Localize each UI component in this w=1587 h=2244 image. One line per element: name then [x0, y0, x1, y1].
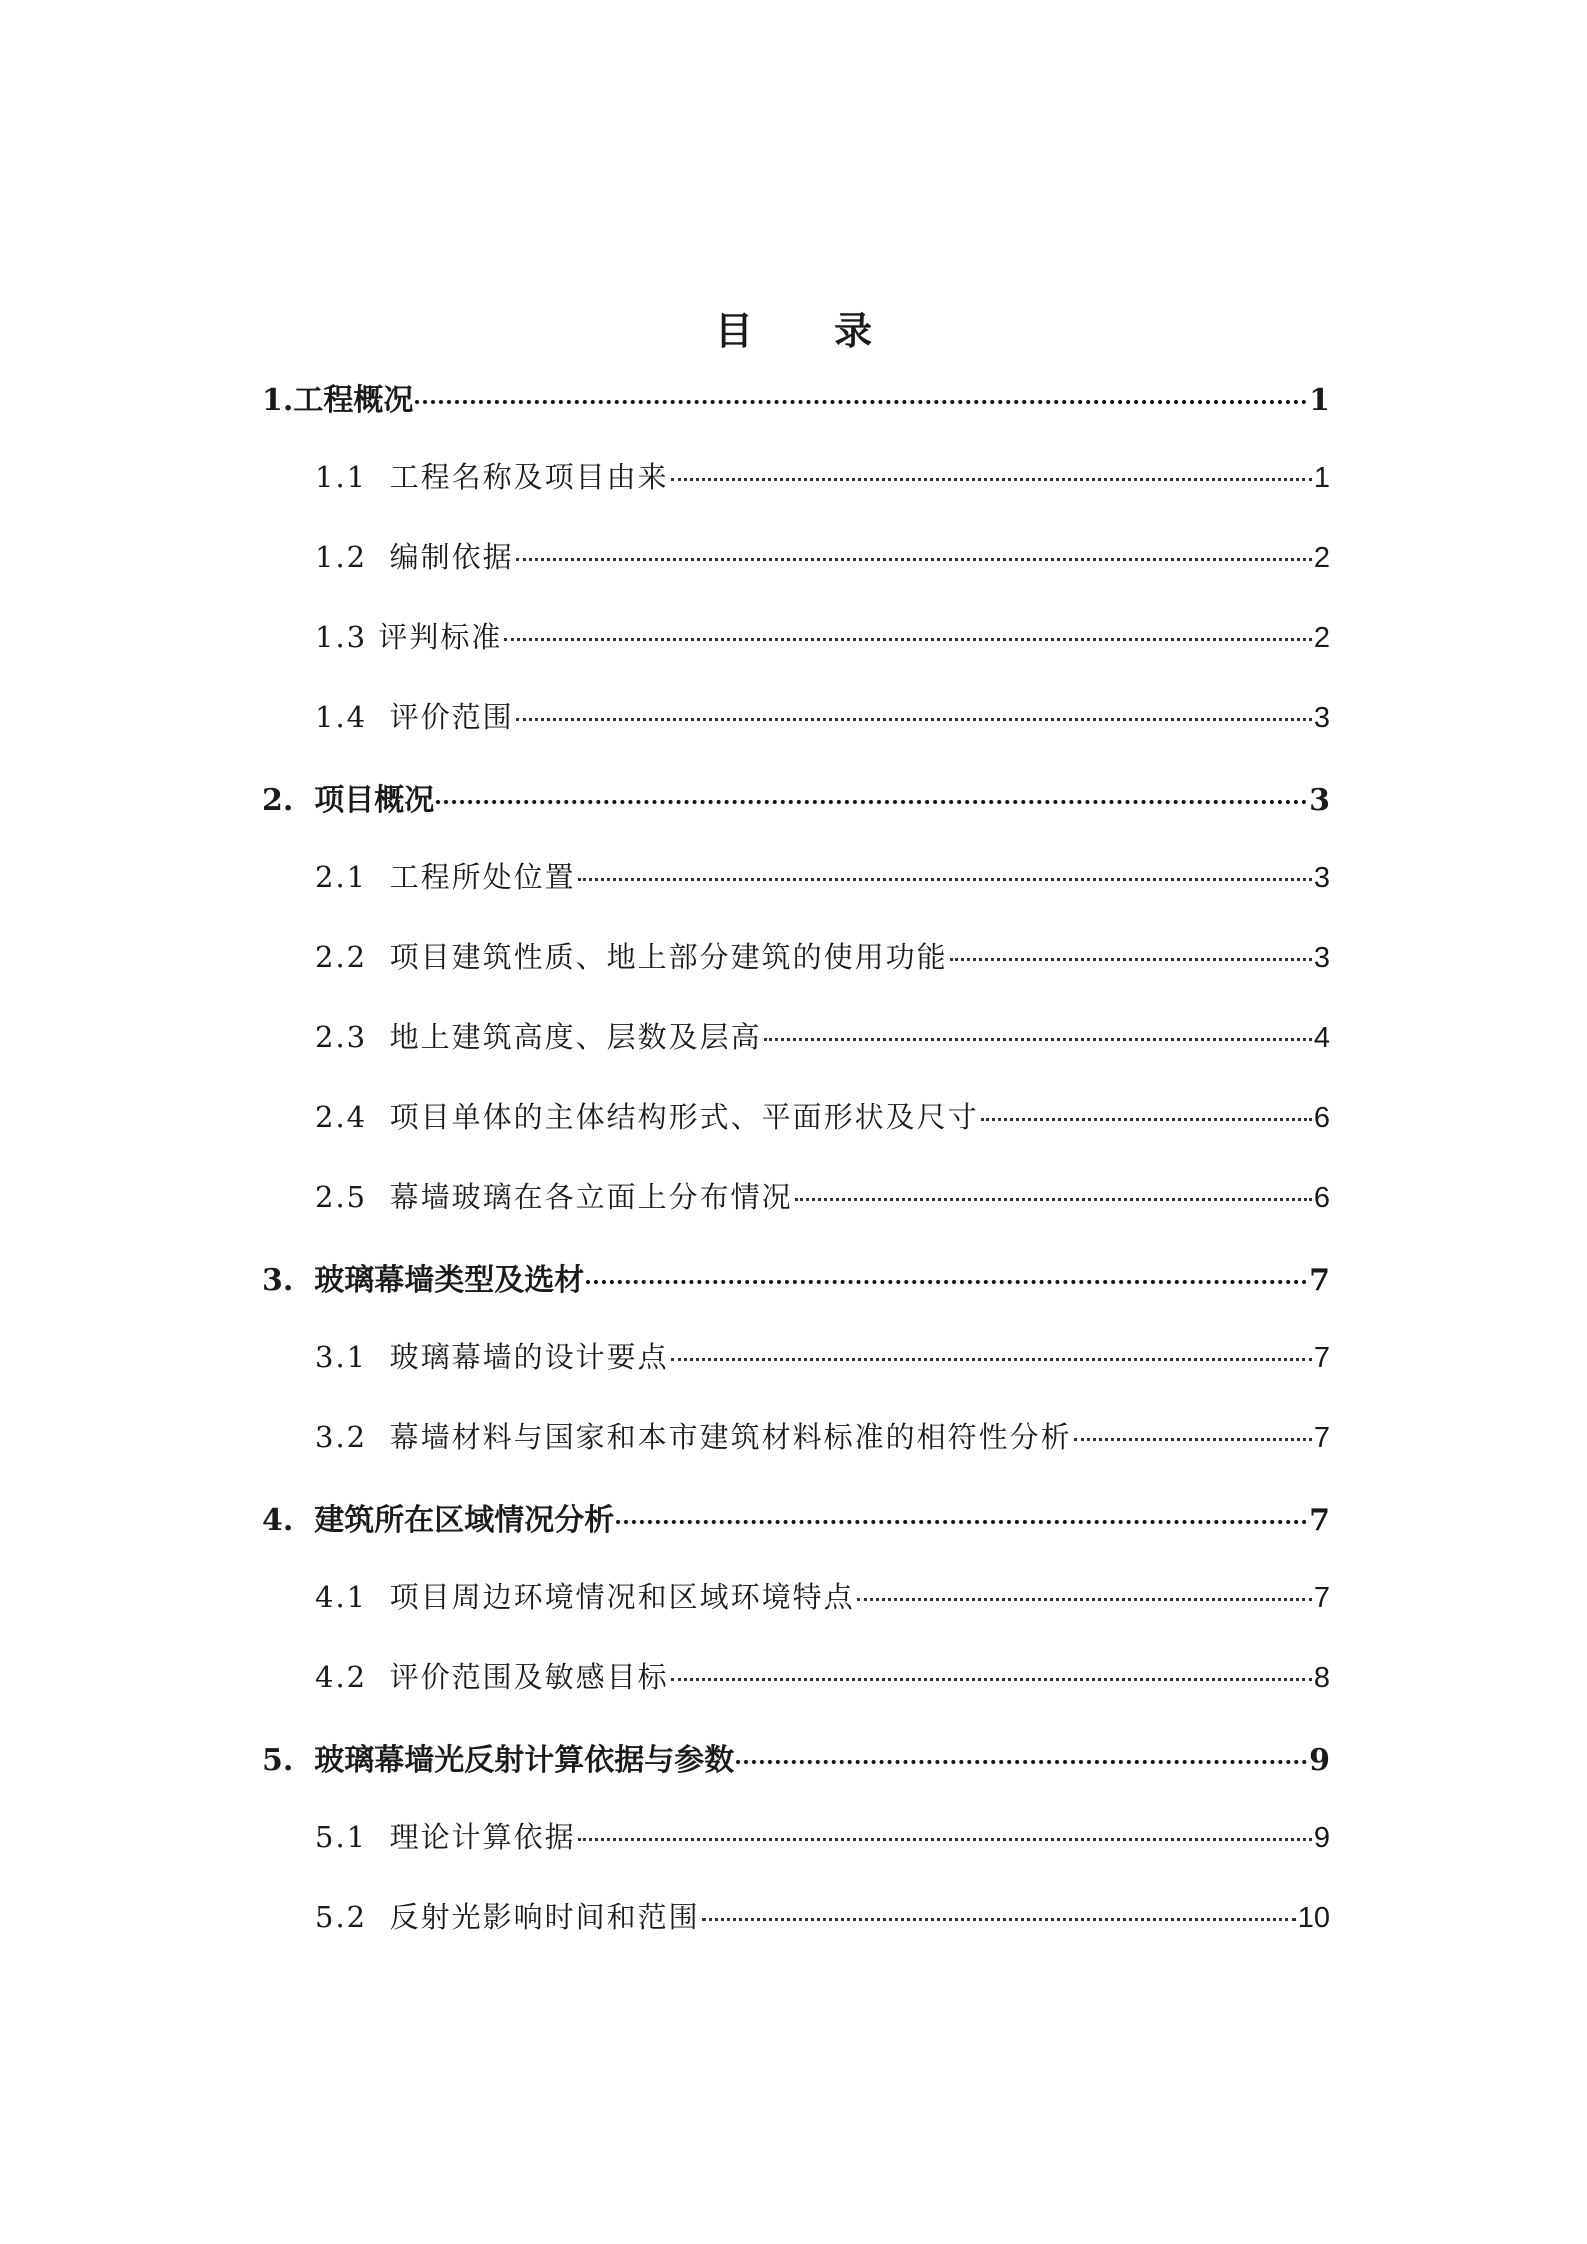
toc-entry-number: 4.1: [315, 1580, 390, 1614]
toc-subsection-entry[interactable]: [315, 935, 1330, 995]
toc-subsection-entry[interactable]: [315, 855, 1330, 915]
toc-entry-title: 项目周边环境情况和区域环境特点: [389, 1580, 855, 1614]
toc-subsection-entry[interactable]: [315, 1655, 1330, 1715]
toc-dot-leader: [436, 800, 1307, 804]
toc-entry-page-number: 1: [1309, 383, 1330, 418]
toc-subsection-entry[interactable]: [315, 1895, 1330, 1955]
toc-entry-number: 4.: [262, 1503, 315, 1538]
toc-dot-leader: [857, 1598, 1312, 1601]
toc-entry-title: 幕墙玻璃在各立面上分布情况: [389, 1180, 793, 1214]
toc-entry-number: 3.: [262, 1263, 315, 1298]
toc-dot-leader: [516, 558, 1312, 561]
toc-entry-title: 评价范围: [389, 700, 514, 734]
toc-subsection-entry[interactable]: [315, 1015, 1330, 1075]
toc-section-entry[interactable]: [262, 1255, 1330, 1315]
toc-entry-number: 2.: [262, 783, 315, 818]
toc-entry-title: 理论计算依据: [389, 1820, 576, 1854]
toc-entry-page-number: 3: [1313, 702, 1330, 734]
toc-entry-number: 5.1: [315, 1820, 390, 1854]
toc-section-entry[interactable]: [262, 1495, 1330, 1555]
toc-entry-page-number: 2: [1313, 542, 1330, 574]
toc-entry-number: 2.3: [315, 1020, 390, 1054]
toc-entry-number: 2.2: [315, 940, 390, 974]
toc-entry-page-number: 8: [1313, 1662, 1330, 1694]
toc-subsection-entry[interactable]: [315, 535, 1330, 595]
toc-dot-leader: [586, 1280, 1307, 1284]
toc-entry-page-number: 10: [1297, 1902, 1330, 1934]
toc-dot-leader: [671, 478, 1312, 481]
toc-title: 目 录: [714, 308, 907, 353]
toc-dot-leader: [795, 1198, 1312, 1201]
toc-dot-leader: [1074, 1438, 1312, 1441]
toc-entry-number: 4.2: [315, 1660, 390, 1694]
toc-dot-leader: [702, 1918, 1296, 1921]
toc-entry-number: 1.1: [315, 460, 390, 494]
toc-dot-leader: [981, 1118, 1312, 1121]
toc-entry-page-number: 3: [1309, 783, 1330, 818]
toc-dot-leader: [415, 400, 1307, 404]
toc-dot-leader: [504, 638, 1312, 641]
toc-subsection-entry[interactable]: [315, 1575, 1330, 1635]
toc-entry-title: 工程所处位置: [389, 860, 576, 894]
toc-entry-number: 5.2: [315, 1900, 390, 1934]
toc-entry-title: 玻璃幕墙的设计要点: [389, 1340, 669, 1374]
toc-entry-number: 3.2: [315, 1420, 390, 1454]
toc-entry-page-number: 3: [1313, 862, 1330, 894]
toc-subsection-entry[interactable]: [315, 455, 1330, 515]
toc-subsection-entry[interactable]: [315, 1815, 1330, 1875]
toc-entry-title: 工程概况: [293, 383, 414, 418]
toc-entry-title: 玻璃幕墙类型及选材: [314, 1263, 585, 1298]
toc-entry-page-number: 6: [1313, 1182, 1330, 1214]
toc-entry-page-number: 7: [1309, 1263, 1330, 1298]
toc-entry-page-number: 7: [1309, 1503, 1330, 1538]
toc-entry-page-number: 1: [1313, 462, 1330, 494]
toc-subsection-entry[interactable]: [315, 1335, 1330, 1395]
toc-entry-page-number: 7: [1313, 1342, 1330, 1374]
toc-entry-title: 建筑所在区域情况分析: [314, 1503, 615, 1538]
toc-entry-title: 项目概况: [314, 783, 435, 818]
toc-entry-title: 反射光影响时间和范围: [389, 1900, 700, 1934]
toc-entry-page-number: 7: [1313, 1422, 1330, 1454]
toc-entry-page-number: 3: [1313, 942, 1330, 974]
toc-section-entry[interactable]: [262, 775, 1330, 835]
toc-subsection-entry[interactable]: [315, 615, 1330, 675]
toc-entry-number: 5.: [262, 1743, 315, 1778]
toc-entry-number: 1.4: [315, 700, 390, 734]
toc-dot-leader: [578, 1838, 1312, 1841]
toc-dot-leader: [671, 1678, 1312, 1681]
toc-entry-page-number: 7: [1313, 1582, 1330, 1614]
toc-entry-title: 玻璃幕墙光反射计算依据与参数: [314, 1743, 735, 1778]
toc-entry-title: 项目单体的主体结构形式、平面形状及尺寸: [389, 1100, 979, 1134]
toc-entry-title: 幕墙材料与国家和本市建筑材料标准的相符性分析: [389, 1420, 1072, 1454]
toc-dot-leader: [578, 878, 1312, 881]
toc-entry-number: 3.1: [315, 1340, 390, 1374]
toc-subsection-entry[interactable]: [315, 695, 1330, 755]
toc-entry-number: 2.5: [315, 1180, 390, 1214]
toc-entry-page-number: 9: [1309, 1743, 1330, 1778]
toc-section-entry[interactable]: [262, 1735, 1330, 1795]
toc-entry-number: 2.1: [315, 860, 390, 894]
toc-section-entry[interactable]: [262, 375, 1330, 435]
toc-dot-leader: [764, 1038, 1312, 1041]
toc-entry-number: 1.2: [315, 540, 390, 574]
toc-entry-page-number: 2: [1313, 622, 1330, 654]
toc-entry-number: 1.: [262, 383, 294, 418]
toc-subsection-entry[interactable]: [315, 1095, 1330, 1155]
toc-entry-page-number: 4: [1313, 1022, 1330, 1054]
toc-entry-title: 评判标准: [378, 620, 503, 654]
toc-entry-title: 工程名称及项目由来: [389, 460, 669, 494]
toc-dot-leader: [671, 1358, 1312, 1361]
toc-dot-leader: [736, 1760, 1307, 1764]
toc-entry-title: 编制依据: [389, 540, 514, 574]
toc-dot-leader: [616, 1520, 1307, 1524]
toc-entry-title: 评价范围及敏感目标: [389, 1660, 669, 1694]
toc-dot-leader: [516, 718, 1312, 721]
toc-subsection-entry[interactable]: [315, 1415, 1330, 1475]
toc-entry-number: 2.4: [315, 1100, 390, 1134]
toc-entry-title: 地上建筑高度、层数及层高: [389, 1020, 762, 1054]
toc-entry-page-number: 6: [1313, 1102, 1330, 1134]
toc-entry-number: 1.3: [315, 620, 379, 654]
toc-entry-page-number: 9: [1313, 1822, 1330, 1854]
toc-entry-title: 项目建筑性质、地上部分建筑的使用功能: [389, 940, 948, 974]
toc-subsection-entry[interactable]: [315, 1175, 1330, 1235]
toc-dot-leader: [950, 958, 1312, 961]
